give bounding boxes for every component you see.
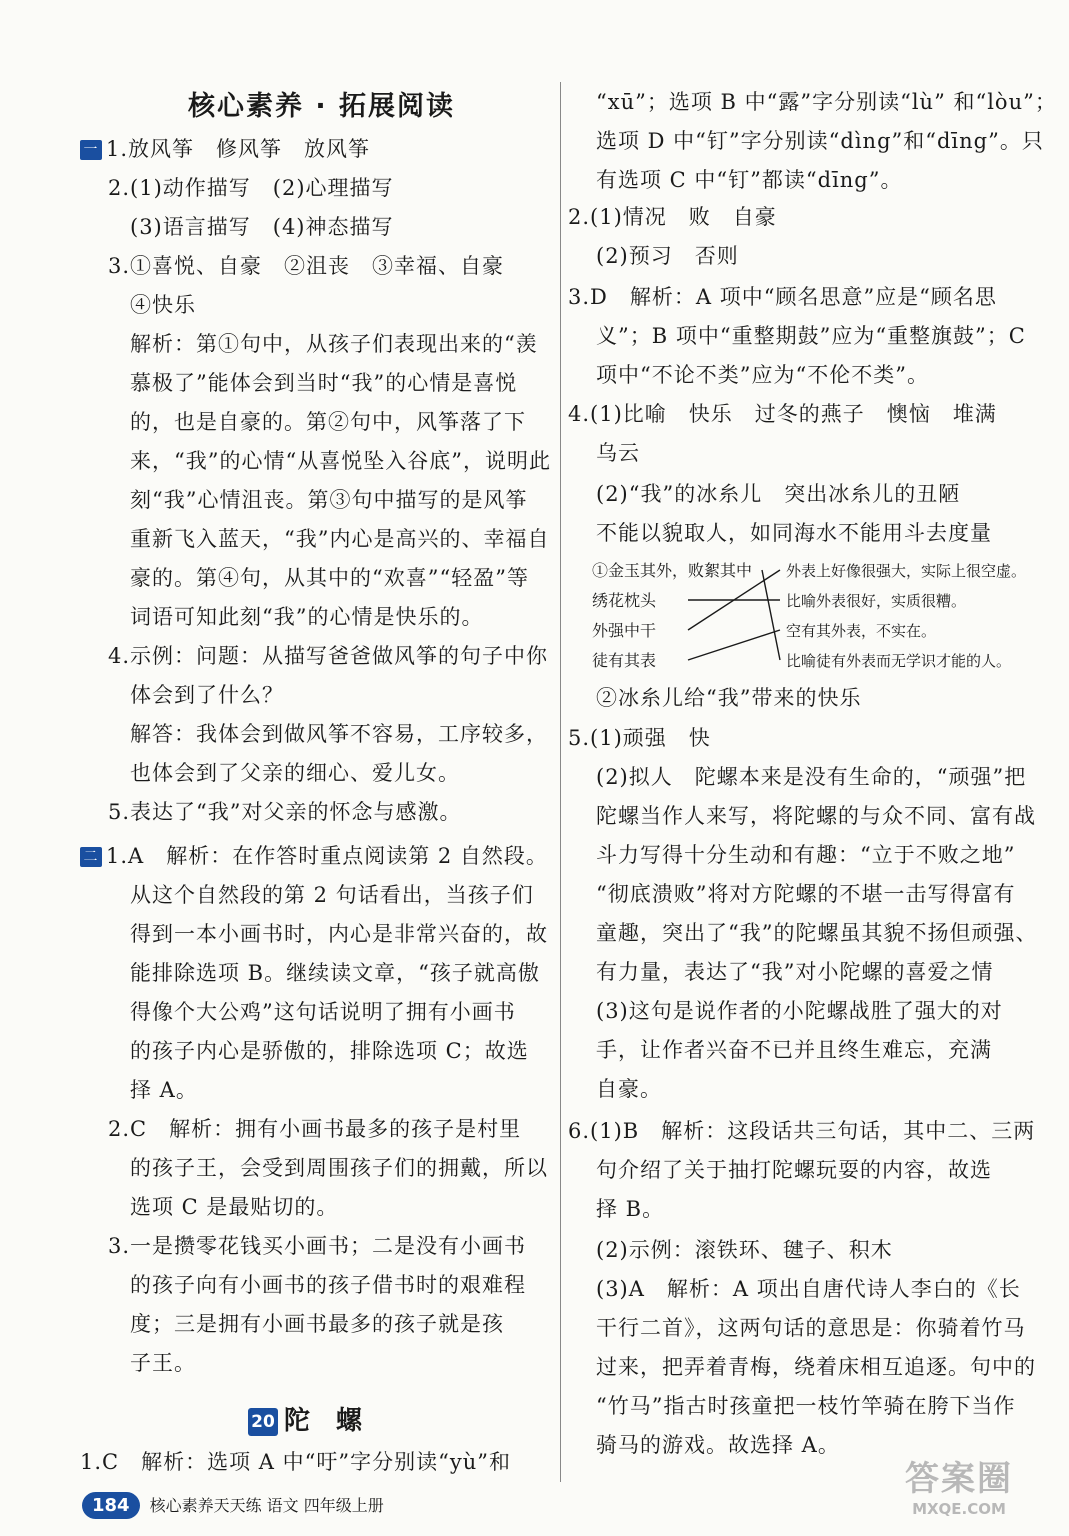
lesson-number-badge: 20 (248, 1408, 278, 1436)
right-text-line: 有力量，表达了“我”对小陀螺的喜爱之情 (596, 960, 994, 984)
line-text: ④快乐 (130, 293, 196, 317)
line-text: 解析：第①句中，从孩子们表现出来的“羡 (130, 332, 538, 356)
line-text: 重新飞入蓝天，“我”内心是高兴的、幸福自 (130, 527, 550, 551)
left-text-line (130, 1037, 529, 1065)
column-divider (560, 82, 561, 1482)
book-title: 核心素养天天练 语文 四年级上册 (149, 1496, 384, 1515)
right-text-line: 4.(1)比喻 快乐 过冬的燕子 懊恼 堆满 (568, 402, 997, 426)
right-text-line: 6.(1)B 解析：这段话共三句话，其中二、三两 (568, 1119, 1036, 1143)
left-text-line (130, 486, 527, 514)
line-text: (3)语言描写 (4)神态描写 (130, 215, 394, 239)
left-text-line (130, 1154, 548, 1182)
right-text-line: 句介绍了关于抽打陀螺玩耍的内容，故选 (596, 1158, 992, 1182)
matching-diagram (590, 556, 1060, 674)
left-text-line (130, 564, 529, 592)
line-text: 1.A 解析：在作答时重点阅读第 2 自然段。 (106, 844, 548, 868)
right-text-line: “xū”；选项 B 中“露”字分别读“lù” 和“lòu”； (596, 90, 1057, 114)
left-text-line (130, 525, 549, 553)
line-text: 来，“我”的心情“从喜悦坠入谷底”，说明此 (130, 449, 551, 473)
question-group-marker: 二 (80, 847, 102, 867)
line-text: 从这个自然段的第 2 句话看出，当孩子们 (130, 883, 534, 907)
right-text-line: 过来，把弄着青梅，绕着床相互追逐。句中的 (596, 1355, 1036, 1379)
right-text-line: 陀螺当作人来写，将陀螺的与众不同、富有战 (596, 804, 1036, 828)
page-number: 184 (82, 1492, 140, 1519)
left-text-line (80, 135, 370, 163)
left-text-line (108, 642, 548, 670)
line-text: 慕极了”能体会到当时“我”的心情是喜悦 (130, 371, 518, 395)
section-title: 核心素养 · 拓展阅读 (188, 91, 456, 122)
left-text-line (108, 1232, 526, 1260)
line-text: 4.示例：问题：从描写爸爸做风筝的句子中你 (108, 644, 549, 668)
right-text-line: 有选项 C 中“钉”都读“dīng”。 (596, 168, 903, 192)
question-group-marker: 一 (80, 140, 102, 160)
left-text-line (130, 213, 394, 241)
match-left-item: 绣花枕头 (592, 591, 657, 610)
left-text-line (130, 291, 196, 319)
line-text: 词语可知此刻“我”的心情是快乐的。 (130, 605, 484, 629)
line-text: 1.C 解析：选项 A 中“吁”字分别读“yù”和 (80, 1450, 511, 1474)
right-text-line: (2)拟人 陀螺本来是没有生命的，“顽强”把 (596, 765, 1027, 789)
line-text: 3.一是攒零花钱买小画书；二是没有小画书 (108, 1234, 527, 1258)
left-text-line (130, 1310, 504, 1338)
right-text-line: 2.(1)情况 败 自豪 (568, 205, 777, 229)
lesson-heading (248, 1400, 362, 1437)
right-text-line: 手，让作者兴奋不已并且终生难忘，充满 (596, 1038, 992, 1062)
right-text-line: 童趣，突出了“我”的陀螺虽其貌不扬但顽强、 (596, 921, 1038, 945)
left-text-line (108, 174, 394, 202)
right-text-line: 5.(1)顽强 快 (568, 726, 711, 750)
left-text-line (130, 1349, 196, 1377)
page-footer (82, 1492, 384, 1526)
left-text-line (130, 369, 517, 397)
right-text-line: 乌云 (596, 441, 640, 465)
right-text-line: (3)这句是说作者的小陀螺战胜了强大的对 (596, 999, 1003, 1023)
line-text: 得到一本小画书时，内心是非常兴奋的，故 (130, 922, 548, 946)
line-text: 5.表达了“我”对父亲的怀念与感激。 (108, 800, 462, 824)
match-right-item: 外表上好像很强大，实际上很空虚。 (786, 562, 1027, 580)
line-text: 子王。 (130, 1351, 196, 1375)
left-text-line (130, 998, 516, 1026)
line-text: 选项 C 是最贴切的。 (130, 1195, 339, 1219)
match-right-item: 空有其外表，不实在。 (786, 622, 937, 640)
match-left-item: ①金玉其外，败絮其中 (592, 561, 753, 580)
match-right-item: 比喻外表很好，实质很糟。 (786, 592, 967, 610)
right-text-line: 3.D 解析：A 项中“顾名思意”应是“顾名思 (568, 285, 997, 309)
left-text-line (130, 408, 526, 436)
match-right-item: 比喻徒有外表而无学识才能的人。 (786, 652, 1012, 670)
right-text-line: “竹马”指古时孩童把一枝竹竿骑在胯下当作 (596, 1394, 1016, 1418)
line-text: 的孩子向有小画书的孩子借书时的艰难程 (130, 1273, 526, 1297)
line-text: 豪的。第④句，从其中的“欢喜”“轻盈”等 (130, 566, 529, 590)
line-text: 择 A。 (130, 1078, 198, 1102)
line-text: 得像个大公鸡”这句话说明了拥有小画书 (130, 1000, 516, 1024)
right-text-line: 骑马的游戏。故选择 A。 (596, 1433, 840, 1457)
left-text-line (130, 447, 551, 475)
right-text-line: 自豪。 (596, 1077, 662, 1101)
watermark-logo (869, 1451, 1049, 1526)
left-text-line (130, 920, 548, 948)
watermark-top: 答案圈 (905, 1459, 1013, 1499)
line-text: 的孩子王，会受到周围孩子们的拥戴，所以 (130, 1156, 548, 1180)
line-text: 刻“我”心情沮丧。第③句中描写的是风筝 (130, 488, 528, 512)
left-text-line (130, 720, 548, 748)
line-text: 的孩子内心是骄傲的，排除选项 C；故选 (130, 1039, 529, 1063)
left-text-line (130, 959, 540, 987)
line-text: 2.(1)动作描写 (2)心理描写 (108, 176, 394, 200)
right-text-line: (2)示例：滚铁环、毽子、积木 (596, 1238, 893, 1262)
line-text: 解答：我体会到做风筝不容易，工序较多， (130, 722, 548, 746)
line-text: 也体会到了父亲的细心、爱儿女。 (130, 761, 460, 785)
right-text-line: 择 B。 (596, 1197, 665, 1221)
match-connector-line (762, 570, 780, 660)
line-text: 度；三是拥有小画书最多的孩子就是孩 (130, 1312, 504, 1336)
left-text-line (130, 330, 538, 358)
left-text-line (130, 603, 483, 631)
right-text-line: 干行二首》，这两句话的意思是：你骑着竹马 (596, 1316, 1026, 1340)
left-text-line (130, 1076, 198, 1104)
right-text-line: (2)预习 否则 (596, 244, 739, 268)
line-text: 的，也是自豪的。第②句中，风筝落了下 (130, 410, 526, 434)
left-text-line (80, 1448, 511, 1476)
left-text-line (130, 1193, 338, 1221)
match-left-item: 外强中干 (592, 621, 657, 640)
left-text-line (130, 881, 534, 909)
lesson-title: 陀 螺 (284, 1406, 363, 1436)
right-text-line: (3)A 解析：A 项出自唐代诗人李白的《长 (596, 1277, 1021, 1301)
line-text: 能排除选项 B。继续读文章，“孩子就高傲 (130, 961, 540, 985)
left-text-line (108, 1115, 521, 1143)
watermark-bottom: MXQE.COM (912, 1500, 1006, 1518)
line-text: 2.C 解析：拥有小画书最多的孩子是村里 (108, 1117, 522, 1141)
left-text-line (130, 759, 460, 787)
right-text-line: 项中“不论不类”应为“不伦不类”。 (596, 363, 929, 387)
left-text-line (80, 842, 548, 870)
left-text-line (130, 1271, 526, 1299)
right-text-line: “彻底溃败”将对方陀螺的不堪一击写得富有 (596, 882, 1016, 906)
right-text-line: 选项 D 中“钉”字分别读“dìng”和“dīng”。只 (596, 129, 1044, 153)
left-text-line (130, 681, 284, 709)
right-text-line: 不能以貌取人，如同海水不能用斗去度量 (596, 521, 992, 545)
right-text-line: 义”；B 项中“重整期鼓”应为“重整旗鼓”；C (596, 324, 1026, 348)
left-text-line (108, 798, 462, 826)
right-text-line: ②冰糸儿给“我”带来的快乐 (596, 686, 862, 710)
match-left-item: 徒有其表 (592, 651, 657, 670)
right-text-line: (2)“我”的冰糸儿 突出冰糸儿的丑陋 (596, 482, 961, 506)
line-text: 体会到了什么？ (130, 683, 284, 707)
right-text-line: 斗力写得十分生动和有趣：“立于不败之地” (596, 843, 1016, 867)
line-text: 1.放风筝 修风筝 放风筝 (106, 137, 371, 161)
line-text: 3.①喜悦、自豪 ②沮丧 ③幸福、自豪 (108, 254, 505, 278)
left-text-line (108, 252, 504, 280)
match-connector-line (688, 630, 780, 660)
